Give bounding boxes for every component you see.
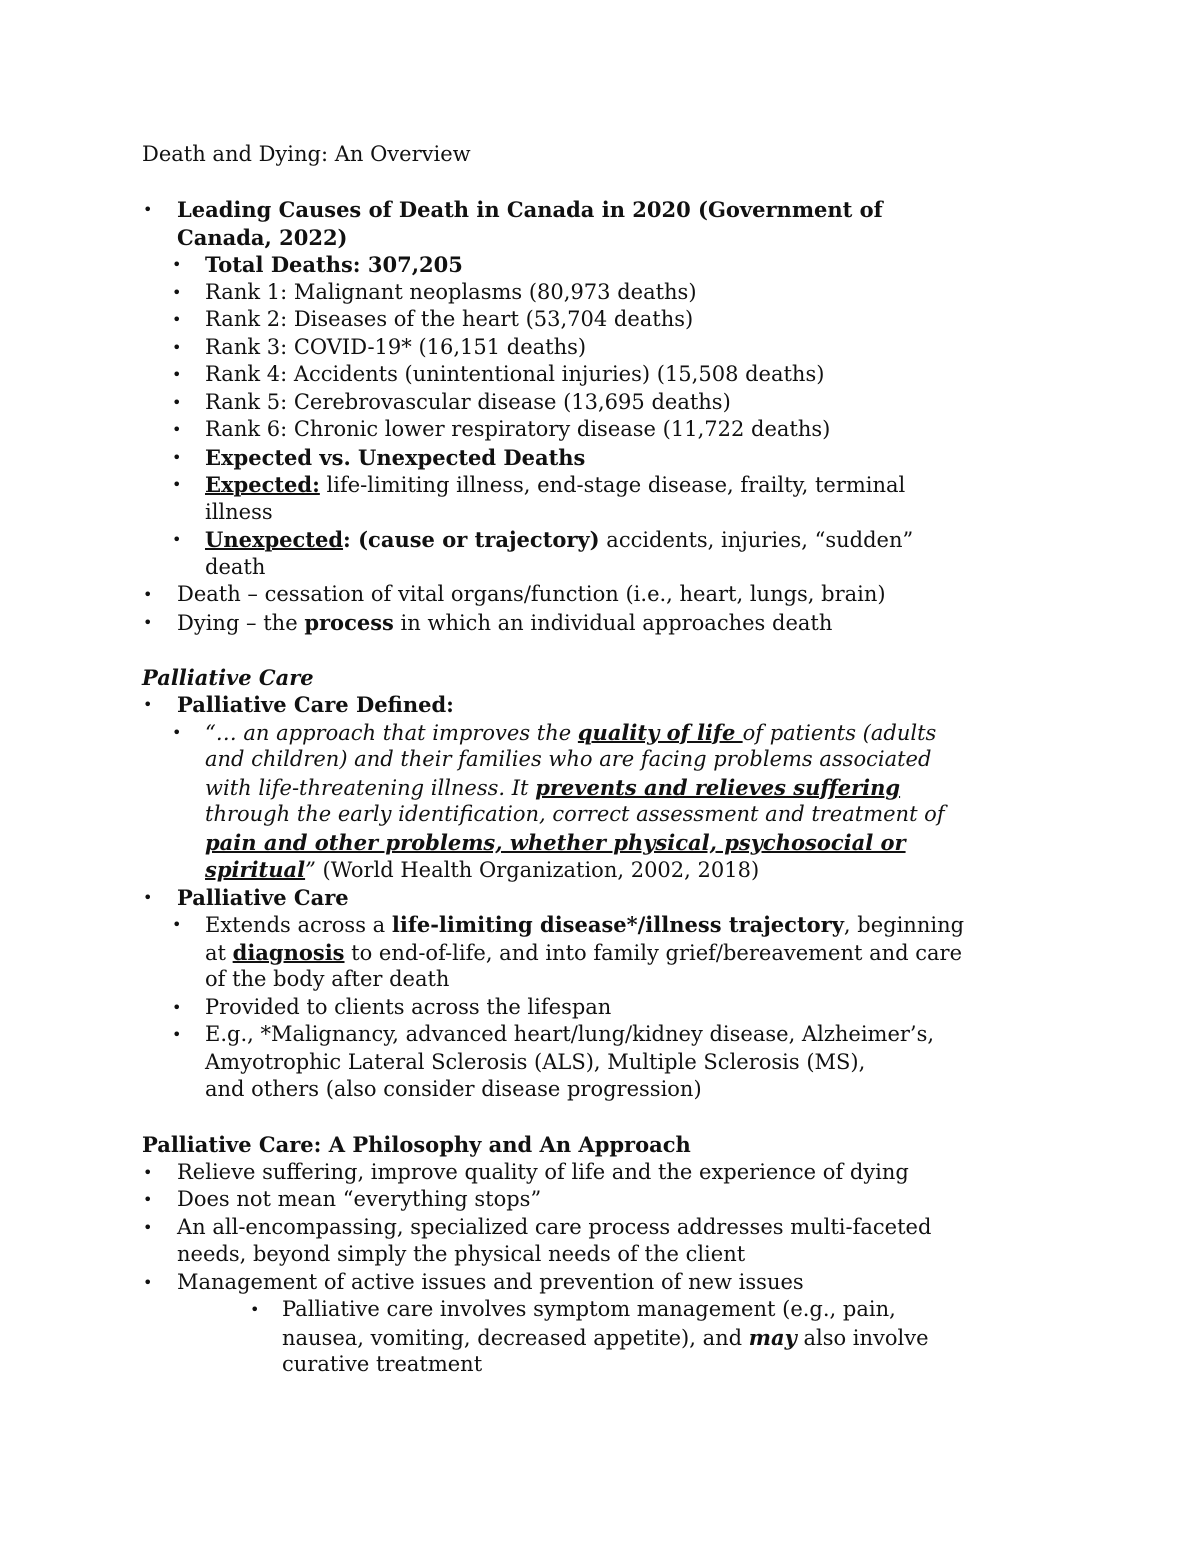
text-run: and others (also consider disease progression) [205, 1077, 702, 1101]
list-item [0, 884, 1200, 912]
text-line [0, 306, 1200, 334]
text-line [0, 416, 1200, 444]
text-line [0, 581, 1200, 609]
text-run: Canada, 2022) [177, 224, 348, 250]
emphasized-text: pain and other problems, whether physical, psychosocial or [205, 829, 906, 855]
emphasized-text: diagnosis [232, 939, 345, 965]
bullet-icon: • [143, 695, 153, 714]
text-run: (World Health Organization, 2002, 2018) [315, 858, 760, 882]
text-run: curative treatment [282, 1352, 483, 1376]
line-text [205, 911, 964, 940]
bullet-icon: • [172, 337, 182, 357]
text-run: needs, beyond simply the physical needs of the client [177, 1242, 746, 1266]
text-run: of patients (adults [742, 720, 937, 745]
text-run: Management of active issues and prevention of new issues [177, 1269, 804, 1294]
bullet-icon: • [143, 1190, 153, 1209]
line-text [205, 554, 265, 582]
text-line [0, 499, 1200, 527]
list-item [0, 361, 1200, 389]
line-text [177, 609, 832, 638]
text-run: Rank 4: Accidents (unintentional injuries) (15,508 deaths) [205, 362, 825, 386]
emphasized-text: Expected: [205, 472, 320, 497]
text-run: Relieve suffering, improve quality of life and the experience of dying [177, 1159, 909, 1184]
text-line [0, 884, 1200, 912]
text-line [0, 746, 1200, 774]
bullet-icon: • [143, 200, 153, 219]
text-run: death [205, 554, 266, 579]
text-line [0, 1076, 1200, 1104]
document-body [0, 141, 1200, 1379]
text-run: also involve [796, 1325, 929, 1350]
text-run: Palliative Care [142, 664, 314, 690]
text-line [0, 1296, 1200, 1324]
text-line [0, 911, 1200, 939]
line-text [205, 1021, 934, 1049]
list-item [0, 691, 1200, 719]
line-text [177, 1269, 804, 1297]
line-text [205, 471, 905, 500]
text-line [0, 141, 1200, 169]
bullet-icon: • [172, 475, 182, 494]
line-text [205, 966, 449, 994]
bullet-icon: • [172, 447, 182, 467]
emphasized-text: quality of life [577, 719, 743, 745]
bullet-icon: • [172, 310, 182, 329]
line-text [142, 1131, 691, 1160]
line-text [205, 499, 273, 527]
text-run: E.g., *Malignancy, advanced heart/lung/kidney disease, Alzheimer’s, [205, 1022, 935, 1046]
text-line [0, 224, 1200, 252]
text-run: Does not mean “everything stops” [177, 1187, 542, 1211]
text-run: Extends across a [205, 913, 392, 937]
bullet-icon: • [172, 420, 182, 439]
line-text [205, 1076, 702, 1104]
line-text [177, 224, 348, 253]
line-text [205, 774, 900, 803]
bullet-icon: • [172, 282, 182, 302]
bullet-icon: • [172, 365, 182, 384]
line-text [205, 279, 697, 307]
text-run: Palliative Care Defined: [177, 692, 454, 717]
blank-line [0, 1104, 1200, 1132]
section-heading [0, 1131, 1200, 1159]
bullet-icon: • [172, 255, 182, 274]
text-run: accidents, injuries, “sudden” [599, 528, 914, 552]
text-run: “… an approach that improves the [205, 720, 578, 745]
text-run: Rank 3: COVID-19* (16,151 deaths) [205, 334, 587, 359]
line-text [177, 1186, 541, 1214]
text-line [0, 994, 1200, 1022]
emphasized-text: Unexpected [205, 527, 344, 552]
list-item [0, 1186, 1200, 1214]
line-text [177, 1214, 931, 1242]
line-text [205, 856, 759, 885]
text-line [0, 1186, 1200, 1214]
line-text [205, 829, 906, 858]
list-item [0, 334, 1200, 362]
line-text [177, 884, 349, 913]
text-line [0, 856, 1200, 884]
text-line [0, 361, 1200, 389]
text-run: An all-encompassing, specialized care process addresses multi-faceted [177, 1214, 932, 1239]
text-run: Provided to clients across the lifespan [205, 994, 612, 1019]
text-run: Rank 2: Diseases of the heart (53,704 deaths) [205, 307, 694, 331]
line-text [205, 746, 931, 774]
text-run: , beginning [843, 913, 965, 937]
line-text [205, 526, 913, 555]
line-text [205, 801, 945, 829]
text-line [0, 966, 1200, 994]
text-line [0, 1324, 1200, 1352]
list-item [0, 1214, 1200, 1269]
line-text [205, 719, 936, 748]
text-run: process [304, 609, 394, 635]
list-item [0, 389, 1200, 417]
text-line [0, 251, 1200, 279]
bullet-icon: • [172, 915, 182, 934]
text-run: : (cause or trajectory) [343, 527, 600, 552]
list-item [0, 719, 1200, 884]
list-item [0, 1021, 1200, 1104]
text-line [0, 801, 1200, 829]
line-text [177, 1241, 745, 1269]
list-item [0, 251, 1200, 279]
list-item [0, 911, 1200, 994]
text-run: Leading Causes of Death in Canada in 2020 (Government of [177, 197, 883, 222]
list-item [0, 196, 1200, 251]
section-heading [0, 141, 1200, 169]
bullet-icon: • [143, 585, 153, 604]
text-run: of the body after death [205, 967, 450, 991]
text-run: Palliative care involves symptom management (e.g., pain, [282, 1297, 896, 1321]
text-run: and children) and their families who are facing problems associated [205, 747, 932, 771]
line-text [205, 334, 586, 362]
line-text [205, 1049, 865, 1077]
text-line [0, 334, 1200, 362]
blank-line [0, 636, 1200, 664]
list-item [0, 1159, 1200, 1187]
line-text [177, 196, 883, 225]
text-line [0, 526, 1200, 554]
line-text [282, 1324, 929, 1353]
text-run: life-limiting disease*/illness trajectory [391, 912, 844, 937]
text-run: to end-of-life, and into family grief/bereavement and care [344, 940, 963, 965]
bullet-icon: • [143, 1272, 153, 1292]
text-line [0, 1214, 1200, 1242]
line-text [205, 444, 585, 473]
text-run: may [748, 1324, 797, 1350]
bullet-icon: • [143, 1162, 153, 1182]
text-run: Rank 1: Malignant neoplasms (80,973 deaths) [205, 279, 697, 304]
text-run: Palliative Care [177, 884, 349, 910]
bullet-icon: • [172, 1025, 182, 1044]
list-item [0, 444, 1200, 472]
text-run: Expected vs. Unexpected Deaths [205, 444, 586, 470]
text-run: through the early identification, correct assessment and treatment of [205, 802, 945, 826]
blank-line [0, 169, 1200, 197]
text-line [0, 939, 1200, 967]
list-item [0, 581, 1200, 609]
text-line [0, 1021, 1200, 1049]
text-line [0, 829, 1200, 857]
text-run: Dying – the [177, 610, 305, 635]
list-item [0, 994, 1200, 1022]
text-line [0, 691, 1200, 719]
text-line [0, 444, 1200, 472]
emphasized-text: spiritual [205, 857, 306, 882]
list-item [0, 416, 1200, 444]
text-line [0, 389, 1200, 417]
text-run: Amyotrophic Lateral Sclerosis (ALS), Multiple Sclerosis (MS), [205, 1049, 866, 1074]
text-run: life-limiting illness, end-stage disease, frailty, terminal [319, 473, 906, 497]
emphasized-text: prevents and relieves suffering [535, 774, 901, 800]
text-run: Rank 6: Chronic lower respiratory disease (11,722 deaths) [205, 417, 831, 441]
text-run: nausea, vomiting, decreased appetite), and [282, 1325, 749, 1350]
text-line [0, 1269, 1200, 1297]
line-text [142, 664, 314, 693]
text-run: with life-threatening illness. It [205, 775, 536, 800]
text-run: Palliative Care: A Philosophy and An Approach [142, 1132, 691, 1157]
bullet-icon: • [172, 392, 182, 412]
bullet-icon: • [172, 530, 182, 549]
line-text [205, 994, 611, 1022]
text-line [0, 554, 1200, 582]
line-text [205, 361, 824, 389]
text-run: Total Deaths: 307,205 [205, 252, 463, 277]
line-text [142, 141, 471, 169]
list-item [0, 279, 1200, 307]
text-line [0, 1241, 1200, 1269]
bullet-icon: • [143, 612, 153, 632]
text-run: ” [305, 858, 316, 882]
text-line [0, 774, 1200, 802]
text-run: illness [205, 499, 273, 524]
line-text [205, 306, 693, 334]
list-item [0, 1269, 1200, 1297]
text-line [0, 609, 1200, 637]
list-item [0, 306, 1200, 334]
list-item [0, 1296, 1200, 1379]
text-line [0, 719, 1200, 747]
text-line [0, 471, 1200, 499]
line-text [205, 251, 463, 280]
list-item [0, 609, 1200, 637]
text-run: in which an individual approaches death [393, 610, 833, 635]
text-run: Death and Dying: An Overview [142, 142, 471, 166]
text-line [0, 1131, 1200, 1159]
section-heading [0, 664, 1200, 692]
text-line [0, 1351, 1200, 1379]
line-text [177, 1159, 909, 1187]
text-run: Death – cessation of vital organs/function (i.e., heart, lungs, brain) [177, 582, 886, 606]
bullet-icon: • [143, 1217, 153, 1237]
line-text [282, 1296, 896, 1324]
list-item [0, 526, 1200, 581]
line-text [177, 581, 886, 609]
line-text [177, 691, 454, 720]
text-line [0, 664, 1200, 692]
text-line [0, 1159, 1200, 1187]
list-item [0, 471, 1200, 526]
text-line [0, 1049, 1200, 1077]
text-run: at [205, 940, 233, 965]
bullet-icon: • [172, 722, 182, 742]
line-text [205, 416, 830, 444]
line-text [205, 389, 731, 417]
bullet-icon: • [250, 1300, 260, 1319]
bullet-icon: • [172, 997, 182, 1017]
text-line [0, 196, 1200, 224]
line-text [282, 1351, 482, 1379]
text-line [0, 279, 1200, 307]
text-run: Rank 5: Cerebrovascular disease (13,695 deaths) [205, 389, 731, 414]
bullet-icon: • [143, 887, 153, 907]
line-text [205, 939, 962, 968]
